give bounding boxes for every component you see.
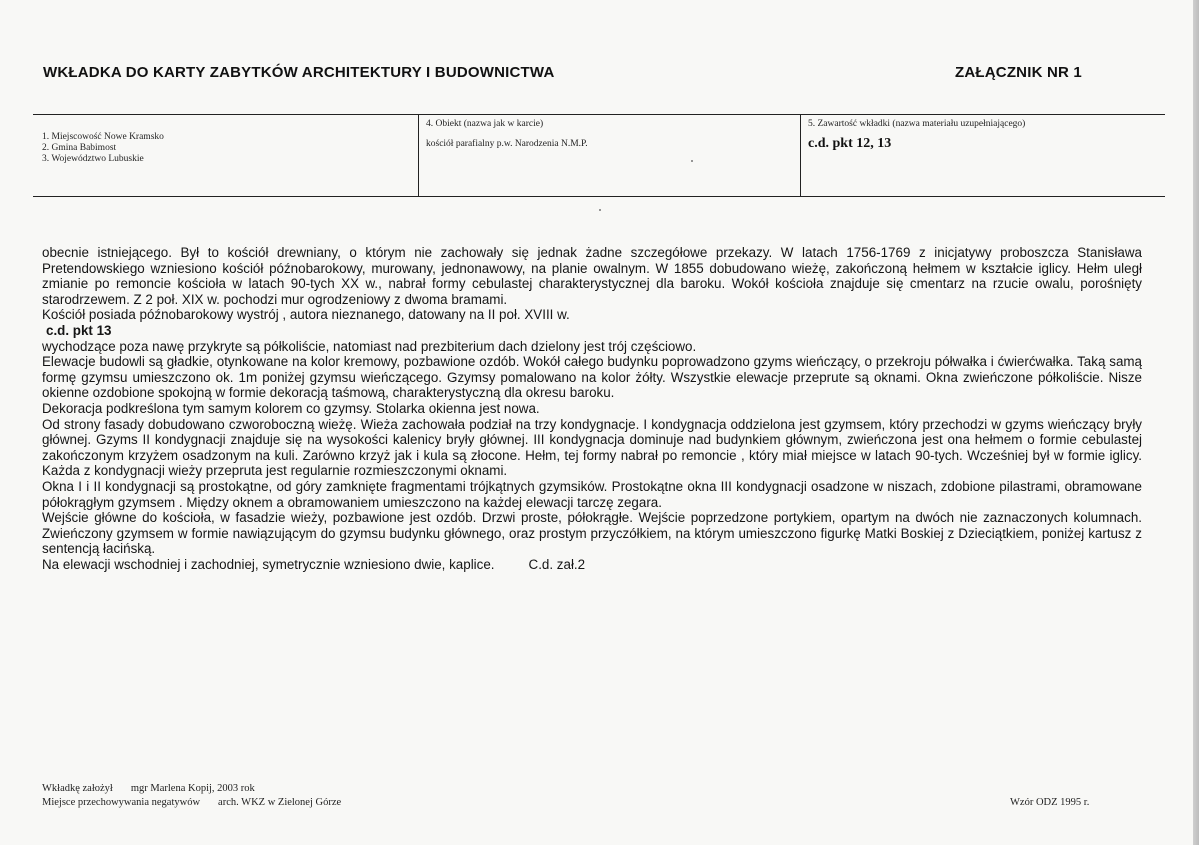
location-cell bbox=[42, 132, 164, 165]
location-line: 1. Miejscowość Nowe Kramsko bbox=[42, 132, 164, 142]
paragraph: wychodzące poza nawę przykryte są półkoliście, natomiast nad prezbiterium dach dzielony jest trój częściowo. bbox=[42, 338, 697, 354]
scan-speck bbox=[599, 209, 601, 211]
contents-label: 5. Zawartość wkładki (nazwa materiału uzupełniającego) bbox=[808, 119, 1026, 129]
footer-info bbox=[42, 782, 341, 810]
closing-sentence: Na elewacji wschodniej i zachodniej, symetrycznie wzniesiono dwie, kaplice. bbox=[42, 556, 495, 572]
paragraph: Dekoracja podkreślona tym samym kolorem co gzymsy. Stolarka okienna jest nowa. bbox=[42, 400, 540, 416]
object-cell bbox=[426, 119, 588, 150]
contents-value: c.d. pkt 12, 13 bbox=[808, 136, 892, 151]
info-table bbox=[33, 114, 1165, 197]
column-divider bbox=[418, 115, 419, 196]
author-value: mgr Marlena Kopij, 2003 rok bbox=[130, 783, 255, 794]
paragraph: Elewacje budowli są gładkie, otynkowane na kolor kremowy, pozbawione ozdób. Wokół całego budynku poprowadzono gzyms wieńczący, o przekroju półwałka i ćwierćwałka. Taką samą formę gzymsu umieszczono ok. 1m poniżej gzymsu wieńczącego. Gzymsy pomalowano na kolor żółty. Wszystkie elewacje przeprute są oknami. Okna zwieńczone półkoliście. Nisze okienne ozdobione spokojną w formie dekoracją taśmową, charakterystyczną dla okresu baroku. bbox=[42, 354, 1142, 401]
storage-label: Miejsce przechowywania negatywów bbox=[42, 797, 201, 808]
paragraph: Od strony fasady dobudowano czworoboczną wieżę. Wieża zachowała podział na trzy kondygnacje. I kondygnacja oddzielona jest gzymsem, który przechodzi w gzyms wieńczący bryły głównej. Gzyms II kondygnacji znajduje się na wysokości kalenicy bryły głównej. III kondygnacja dominuje nad budynkiem głównym, zwieńczona jest ona hełmem o formie cebulastej zakończonym krzyżem osadzonym na kuli. Zarówno krzyż jak i kula są złocone. Hełm, tej formy nabrał po remoncie , który miał miejsce w latach 90-tych. Wcześniej był w formie iglicy. Każda z kondygnacji wieży przepruta jest regularnie rozmieszczonymi oknami. bbox=[42, 416, 1142, 479]
paragraph: obecnie istniejącego. Był to kościół drewniany, o którym nie zachowały się jednak żadne szczegółowe przekazy. W latach 1756-1769 z inicjatywy proboszcza Stanisława Pretendowskiego wzniesiono kościół późnobarokowy, murowany, jednonawowy, na planie owalnym. W 1855 dobudowano wieżę, zakończoną hełmem w kształcie iglicy. Hełm uległ zmianie po remoncie kościoła w latach 90-tych XX w., nabrał formy cebulastej charakterystycznej dla baroku. Wokół kościoła znajduje się cmentarz na rzucie owalu, porośnięty starodrzewem. Z 2 poł. XIX w. pochodzi mur ogrodzeniowy z dwoma bramami. bbox=[42, 245, 1142, 307]
author-label: Wkładkę założył bbox=[42, 783, 113, 794]
contents-cell bbox=[808, 119, 1025, 149]
template-version: Wzór ODZ 1995 r. bbox=[1010, 797, 1090, 808]
wojewodztwo-line: 3. Województwo Lubuskie bbox=[42, 154, 144, 164]
object-value: kościół parafialny p.w. Narodzenia N.M.P. bbox=[426, 139, 588, 149]
storage-value: arch. WKZ w Zielonej Górze bbox=[218, 797, 342, 808]
section-heading: c.d. pkt 13 bbox=[46, 322, 112, 338]
paragraph: Okna I i II kondygnacji są prostokątne, od góry zamknięte fragmentami trójkątnych gzymsików. Prostokątne okna III kondygnacji osadzone w niszach, zdobione pilastrami, obramowane półokrągłym gzymsem . Między oknem a obramowaniem umieszczono na każdej elewacji tarczę zegara. bbox=[42, 478, 1142, 510]
paragraph: Wejście główne do kościoła, w fasadzie wieży, pozbawione jest ozdób. Drzwi proste, półokrągłe. Wejście poprzedzone portykiem, opartym na dwóch nie zaznaczonych kolumnach. Zwieńczony gzymsem w formie nawiązującym do gzymsu budynku głównego, oraz prostym przyczółkiem, na którym umieszczono figurkę Matki Boskiej z Dzieciątkiem, poniżej kartusz z sentencją łacińską. bbox=[42, 510, 1142, 557]
page-edge bbox=[1193, 0, 1199, 845]
paragraph bbox=[42, 557, 1142, 573]
description-text bbox=[42, 245, 1142, 572]
continuation-reference: C.d. zał.2 bbox=[528, 556, 586, 572]
scan-speck bbox=[691, 160, 693, 162]
gmina-line: 2. Gmina Babimost bbox=[42, 143, 117, 153]
document-title: WKŁADKA DO KARTY ZABYTKÓW ARCHITEKTURY I BUDOWNICTWA bbox=[43, 64, 555, 81]
attachment-number: ZAŁĄCZNIK NR 1 bbox=[955, 64, 1082, 81]
column-divider bbox=[800, 115, 801, 196]
object-label: 4. Obiekt (nazwa jak w karcie) bbox=[426, 119, 544, 129]
paragraph: Kościół posiada późnobarokowy wystrój , autora nieznanego, datowany na II poł. XVIII w. bbox=[42, 307, 570, 323]
